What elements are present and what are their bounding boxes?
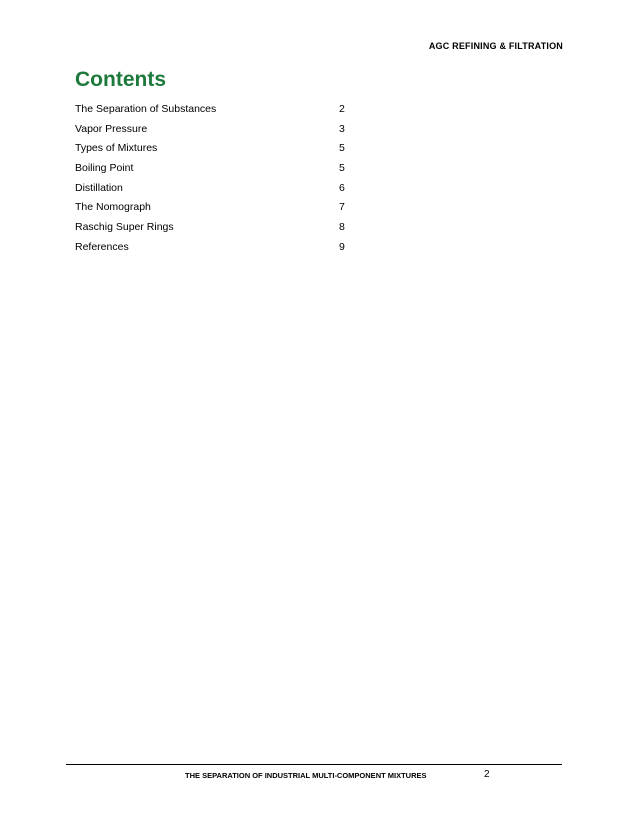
toc-entry-title: Boiling Point <box>75 162 134 175</box>
toc-entry[interactable] <box>75 120 355 140</box>
toc-entry-page: 5 <box>339 162 345 175</box>
table-of-contents <box>75 100 355 258</box>
footer-page-number: 2 <box>484 769 490 780</box>
toc-entry-title: Distillation <box>75 181 123 194</box>
contents-heading: Contents <box>75 68 166 91</box>
header-brand: AGC REFINING & FILTRATION <box>428 41 563 51</box>
toc-entry-title: Vapor Pressure <box>75 122 148 135</box>
toc-entry[interactable] <box>75 238 355 258</box>
toc-entry-page: 9 <box>339 240 345 253</box>
footer-divider <box>66 764 562 765</box>
toc-entry-page: 3 <box>339 122 345 135</box>
toc-entry-page: 5 <box>339 142 345 155</box>
toc-entry-title: The Separation of Substances <box>75 103 217 115</box>
toc-entry[interactable] <box>75 100 355 120</box>
toc-entry[interactable] <box>75 159 355 179</box>
toc-entry-page: 6 <box>339 181 345 194</box>
toc-entry-title: The Nomograph <box>75 201 151 214</box>
toc-entry[interactable] <box>75 179 355 199</box>
toc-entry-title: References <box>75 240 129 253</box>
toc-entry[interactable] <box>75 139 355 159</box>
toc-entry-title: Raschig Super Rings <box>75 221 174 234</box>
toc-entry-page: 8 <box>339 221 345 234</box>
toc-entry-page: 2 <box>339 103 345 115</box>
toc-entry-page: 7 <box>339 201 345 214</box>
toc-entry[interactable] <box>75 218 355 238</box>
toc-entry[interactable] <box>75 198 355 218</box>
footer-title: THE SEPARATION OF INDUSTRIAL MULTI-COMPONENT MIXTURES <box>185 771 427 780</box>
toc-entry-title: Types of Mixtures <box>75 142 158 155</box>
